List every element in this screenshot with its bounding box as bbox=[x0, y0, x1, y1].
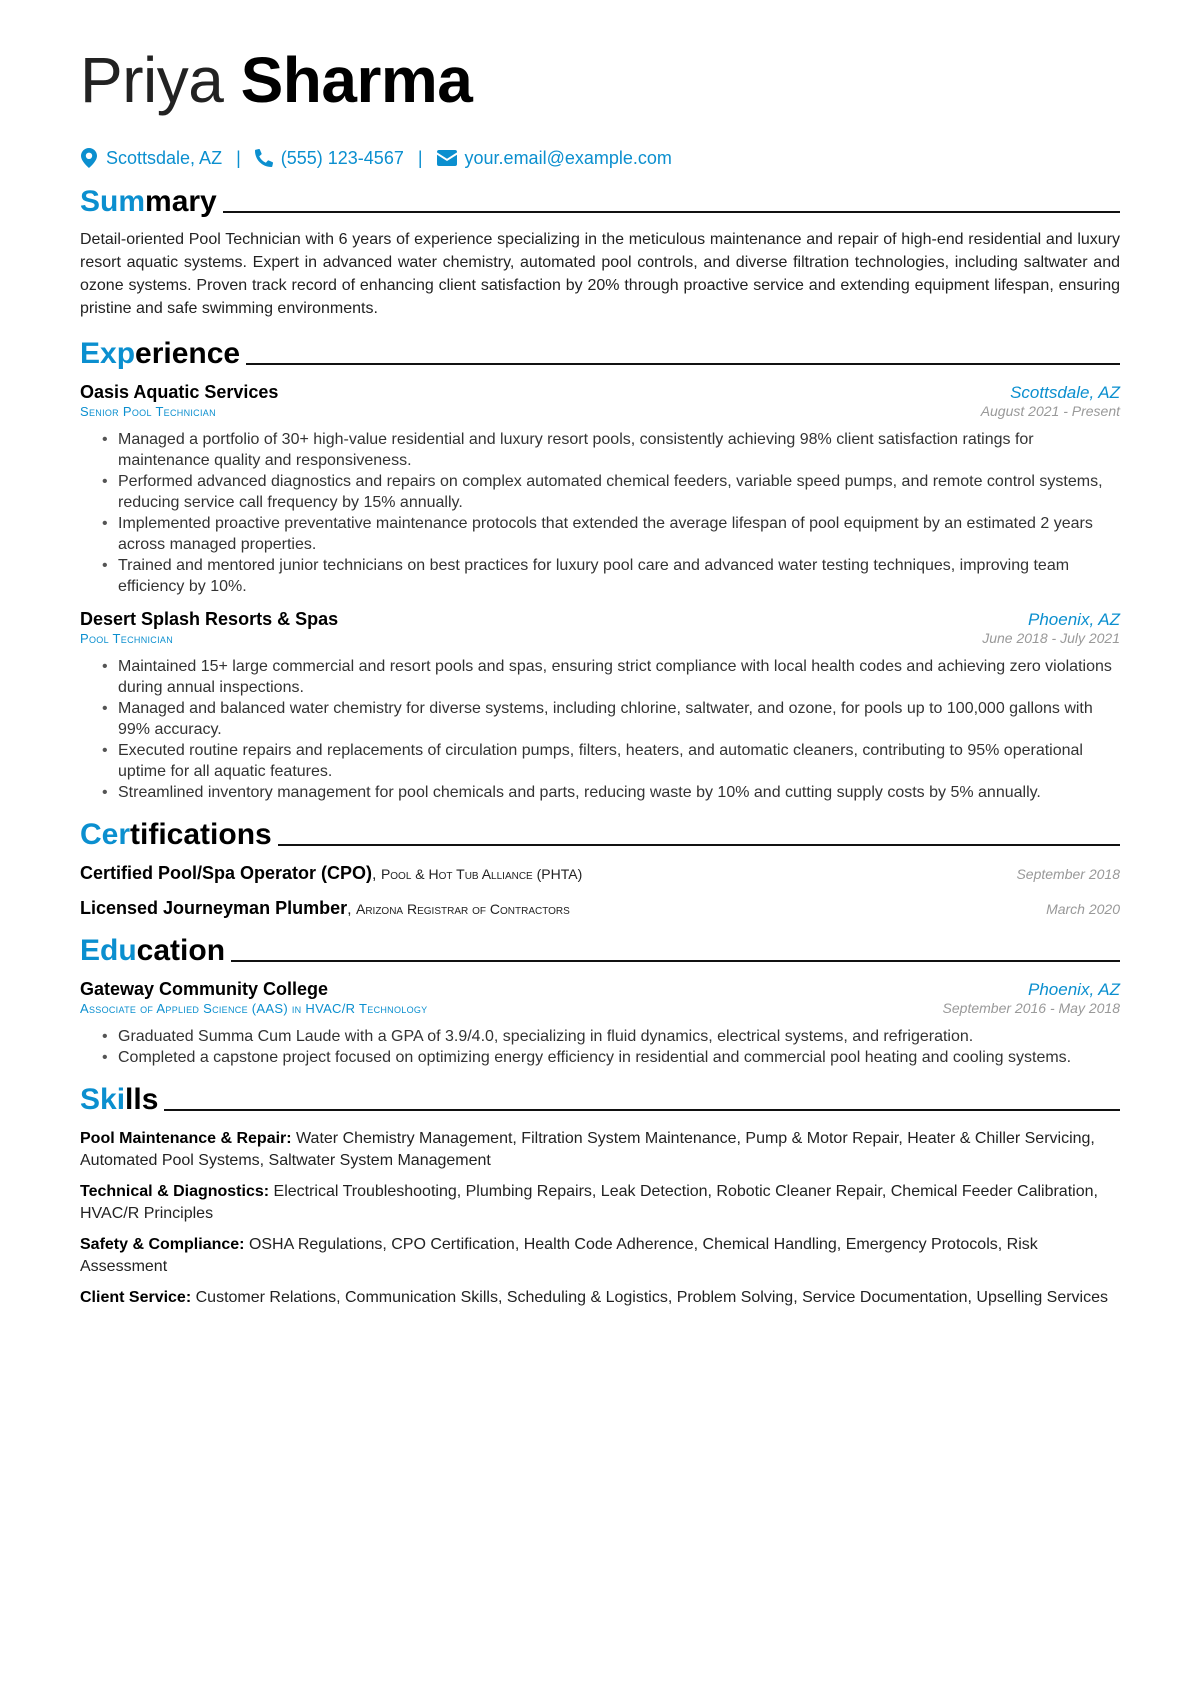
school-name: Gateway Community College bbox=[80, 979, 329, 999]
list-item: • Managed and balanced water chemistry for diverse systems, including chlorine, saltwater, and ozone, for pools up to 100,000 gallons with 99% accuracy. bbox=[118, 698, 1120, 740]
contact-location bbox=[80, 148, 222, 169]
job-location: Phoenix, AZ bbox=[1028, 610, 1120, 629]
skill-label: Pool Maintenance & Repair: bbox=[80, 1130, 292, 1147]
cert-name: Certified Pool/Spa Operator (CPO) bbox=[80, 863, 373, 883]
cert-issuer: Pool & Hot Tub Alliance (PHTA) bbox=[380, 866, 583, 882]
list-item: • Maintained 15+ large commercial and resort pools and spas, ensuring strict compliance with local health codes and achieving zero violations during annual inspections. bbox=[118, 656, 1120, 698]
first-name: Priya bbox=[80, 44, 224, 116]
list-item: • Graduated Summa Cum Laude with a GPA of 3.9/4.0, specializing in fluid dynamics, electrical systems, and refrigeration. bbox=[118, 1026, 1120, 1047]
school-location: Phoenix, AZ bbox=[1028, 980, 1120, 999]
contact-line bbox=[80, 144, 1120, 172]
map-pin-icon bbox=[80, 148, 98, 168]
last-name: Sharma bbox=[240, 44, 473, 116]
job-bullets bbox=[80, 656, 1120, 803]
list-item: • Implemented proactive preventative maintenance protocols that extended the average lifespan of pool equipment by an estimated 2 years across managed properties. bbox=[118, 513, 1120, 555]
skill-group bbox=[80, 1234, 1120, 1278]
certification-item: Certified Pool/Spa Operator (CPO), Pool & Hot Tub Alliance (PHTA) September 2018 bbox=[80, 863, 1120, 883]
summary-text: Detail-oriented Pool Technician with 6 years of experience specializing in the meticulous maintenance and repair of high-end residential and luxury resort aquatic systems. Expert in advanced water chemistry, automated pool controls, and diverse filtration technologies, including saltwater and ozone systems. Proven track record of enhancing client satisfaction by 20% through proactive service and extending equipment lifespan, ensuring pristine and safe swimming environments. bbox=[80, 231, 1120, 317]
resume-page bbox=[80, 40, 1120, 1309]
list-item: • Completed a capstone project focused on optimizing energy efficiency in residential and commercial pool heating and cooling systems. bbox=[118, 1047, 1120, 1068]
section-rule bbox=[164, 1109, 1120, 1111]
job-entry bbox=[80, 382, 1120, 597]
location-text: Scottsdale, AZ bbox=[106, 147, 223, 168]
skill-group bbox=[80, 1181, 1120, 1225]
email-link[interactable]: your.email@example.com bbox=[464, 147, 672, 168]
skill-items: Water Chemistry Management, Filtration System Maintenance, Pump & Motor Repair, Heater & Chiller Servicing, Automated Pool Systems, Saltwater System Management bbox=[80, 1130, 1095, 1169]
list-item: • Streamlined inventory management for pool chemicals and parts, reducing waste by 10% and cutting supply costs by 5% annually. bbox=[118, 782, 1120, 803]
degree-name: Associate of Applied Science (AAS) in HVAC/R Technology bbox=[80, 1001, 428, 1016]
phone-icon bbox=[255, 148, 273, 168]
skill-items: Customer Relations, Communication Skills, Scheduling & Logistics, Problem Solving, Service Documentation, Upselling Services bbox=[195, 1289, 1109, 1306]
cert-issuer: Arizona Registrar of Contractors bbox=[355, 901, 570, 917]
education-bullets bbox=[80, 1026, 1120, 1068]
phone-text: (555) 123-4567 bbox=[280, 147, 404, 168]
section-rule bbox=[278, 844, 1120, 846]
experience-heading: Experience bbox=[80, 332, 1120, 372]
section-rule bbox=[223, 211, 1120, 213]
skill-group bbox=[80, 1128, 1120, 1172]
company-name: Oasis Aquatic Services bbox=[80, 382, 279, 402]
job-dates: June 2018 - July 2021 bbox=[982, 630, 1120, 646]
list-item: • Executed routine repairs and replacements of circulation pumps, filters, heaters, and automatic cleaners, contributing to 95% operational uptime for all aquatic features. bbox=[118, 740, 1120, 782]
job-bullets bbox=[80, 429, 1120, 597]
list-item: • Performed advanced diagnostics and repairs on complex automated chemical feeders, variable speed pumps, and remote control systems, reducing service call frequency by 15% annually. bbox=[118, 471, 1120, 513]
skill-group bbox=[80, 1287, 1120, 1309]
certifications-heading: Certifications bbox=[80, 813, 1120, 853]
skills-heading: Skills bbox=[80, 1078, 1120, 1118]
contact-email[interactable] bbox=[437, 148, 672, 169]
envelope-icon bbox=[437, 150, 457, 166]
list-item: • Managed a portfolio of 30+ high-value residential and luxury resort pools, consistently achieving 98% client satisfaction ratings for maintenance quality and responsiveness. bbox=[118, 429, 1120, 471]
certification-item: Licensed Journeyman Plumber, Arizona Registrar of Contractors March 2020 bbox=[80, 898, 1120, 918]
contact-separator: | bbox=[236, 147, 241, 168]
job-location: Scottsdale, AZ bbox=[1010, 383, 1120, 402]
education-dates: September 2016 - May 2018 bbox=[942, 1000, 1120, 1016]
company-name: Desert Splash Resorts & Spas bbox=[80, 609, 339, 629]
contact-separator: | bbox=[417, 147, 423, 168]
cert-date: September 2018 bbox=[1016, 866, 1120, 882]
contact-phone[interactable] bbox=[255, 148, 404, 169]
skill-items: OSHA Regulations, CPO Certification, Health Code Adherence, Chemical Handling, Emergency Protocols, Risk Assessment bbox=[80, 1236, 1038, 1275]
job-title: Pool Technician bbox=[80, 631, 173, 646]
cert-name: Licensed Journeyman Plumber bbox=[80, 898, 348, 918]
summary-heading: Summary bbox=[80, 180, 1120, 220]
skill-label: Safety & Compliance: bbox=[80, 1236, 245, 1253]
list-item: • Trained and mentored junior technicians on best practices for luxury pool care and advanced water testing techniques, improving team efficiency by 10%. bbox=[118, 555, 1120, 597]
section-rule bbox=[231, 960, 1120, 962]
job-entry bbox=[80, 609, 1120, 803]
cert-date: March 2020 bbox=[1046, 901, 1120, 917]
section-rule bbox=[246, 363, 1120, 365]
education-entry bbox=[80, 979, 1120, 1068]
candidate-name bbox=[80, 40, 1120, 122]
job-dates: August 2021 - Present bbox=[980, 403, 1120, 419]
skill-label: Technical & Diagnostics: bbox=[80, 1183, 270, 1200]
education-heading: Education bbox=[80, 929, 1120, 969]
skill-items: Electrical Troubleshooting, Plumbing Repairs, Leak Detection, Robotic Cleaner Repair, Chemical Feeder Calibration, HVAC/R Principles bbox=[80, 1183, 1098, 1222]
skill-label: Client Service: bbox=[80, 1289, 192, 1306]
job-title: Senior Pool Technician bbox=[80, 404, 216, 419]
